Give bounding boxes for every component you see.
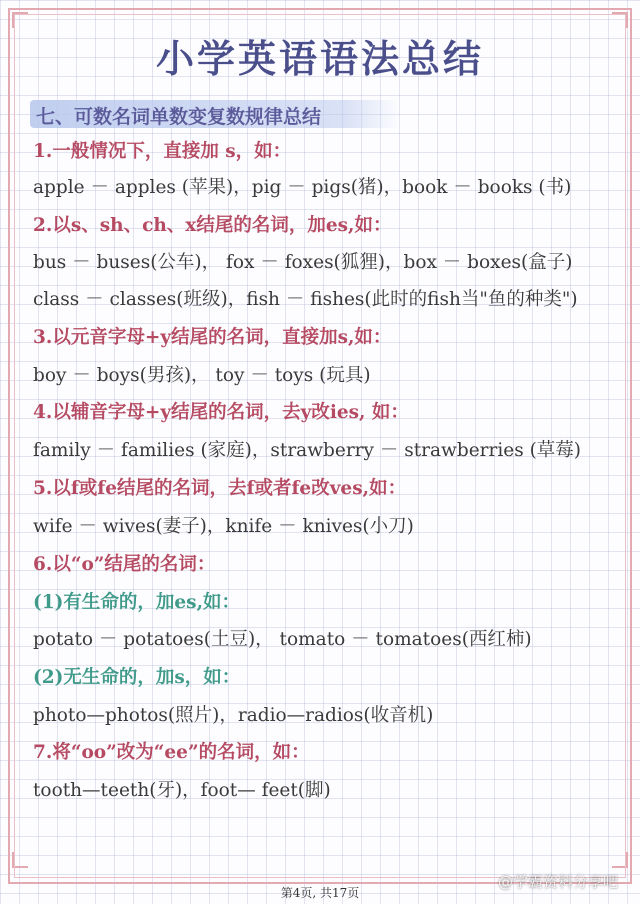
rule-line: 7.将“oo”改为“ee”的名词，如： — [33, 742, 310, 763]
rule-line: 2.以s、sh、ch、x结尾的名词，加es,如： — [33, 215, 392, 236]
page-number: 第4页, 共17页 — [280, 886, 360, 900]
section-heading-highlight — [30, 100, 400, 128]
example-line: boy － boys(男孩)， toy － toys (玩具) — [33, 365, 371, 386]
section-heading: 七、可数名词单数变复数规律总结 — [36, 106, 322, 128]
watermark: @学霸资料分享吧 — [497, 873, 618, 891]
example-line: apple － apples (苹果)，pig － pigs(猪)，book － books (书) — [33, 177, 572, 198]
example-line: tooth—teeth(牙)，foot— feet(脚) — [33, 780, 331, 801]
sub-rule-line: (2)无生命的，加s，如： — [33, 667, 241, 688]
rule-line: 5.以f或fe结尾的名词，去f或者fe改ves,如： — [33, 478, 407, 499]
example-line: class － classes(班级)，fish － fishes(此时的fish当"鱼的种类") — [33, 289, 578, 310]
example-line: wife － wives(妻子)，knife － knives(小刀) — [33, 516, 414, 537]
example-line: family － families (家庭)，strawberry － strawberries (草莓) — [33, 440, 582, 461]
rule-line: 3.以元音字母+y结尾的名词，直接加s,如： — [33, 327, 392, 348]
rule-line: 1.一般情况下，直接加 s，如： — [33, 141, 292, 162]
example-line: bus － buses(公车)， fox － foxes(狐狸)，box － boxes(盒子) — [33, 252, 573, 273]
rule-line: 6.以“o”结尾的名词： — [33, 554, 216, 575]
rule-line: 4.以辅音字母+y结尾的名词，去y改ies, 如： — [33, 402, 409, 423]
page-title: 小学英语语法总结 — [155, 36, 484, 81]
example-line: photo—photos(照片)，radio—radios(收音机) — [33, 705, 434, 726]
sub-rule-line: (1)有生命的，加es,如： — [33, 592, 241, 613]
example-line: potato － potatoes(土豆)， tomato － tomatoes(西红柿) — [33, 629, 532, 650]
